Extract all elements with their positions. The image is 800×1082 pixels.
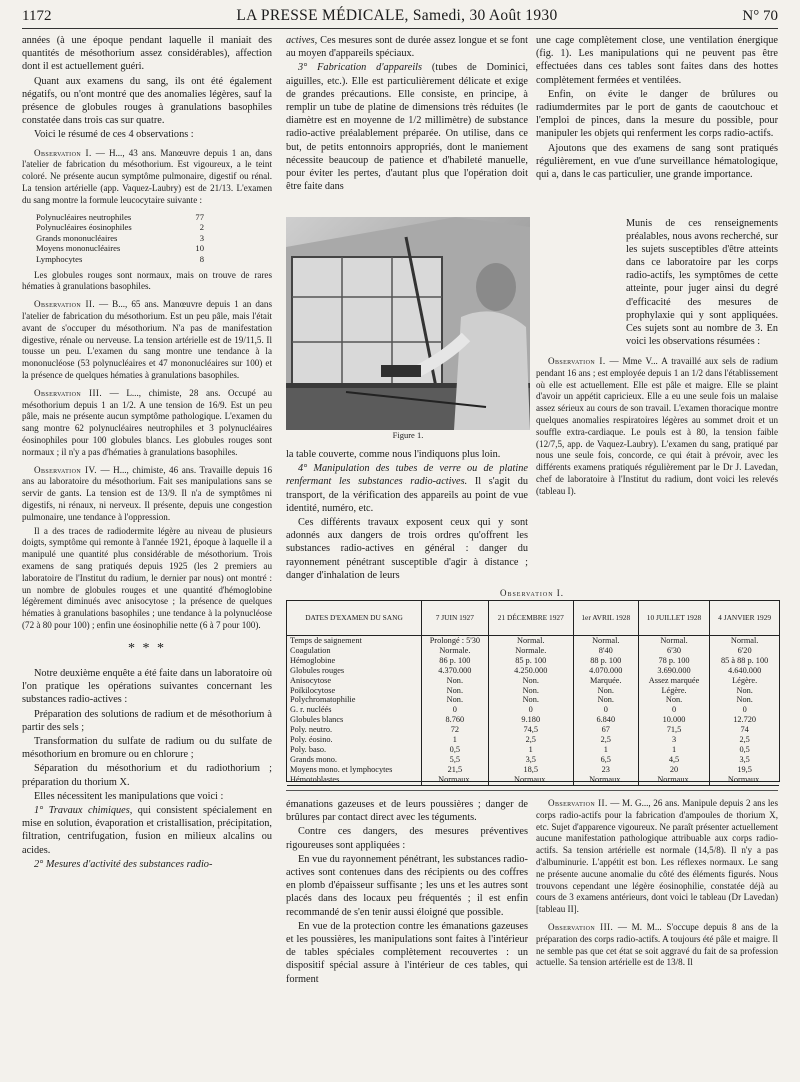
table-cell: Prolongé : 5'30 — [422, 636, 489, 646]
paragraph: Ces différents travaux exposent ceux qui y sont adonnés aux dangers de trois ordres qu'offrent les substances radio-actives en général : danger du rayonnement pénétrant susceptible d'agir à distance ; danger d'inhalation de leurs — [286, 517, 528, 581]
table-cell: Légère. — [732, 675, 758, 685]
table-cell: 0 — [488, 705, 573, 715]
observation-text: Les globules rouges sont normaux, mais on trouve de rares hématies à granulations basophiles. — [22, 269, 272, 292]
table-cell: 19,5 — [737, 764, 752, 774]
paragraph: Notre deuxième enquête a été faite dans un laboratoire où l'on pratique les opérations suivantes concernant les substances radio-actives : — [22, 667, 272, 706]
table-row — [287, 765, 779, 775]
table-cell: Normal. — [730, 636, 759, 645]
paragraph: années (à une époque pendant laquelle il maniait des quantités de mésothorium assez considérables), affection dont il est actuellement guéri. — [22, 35, 272, 73]
row-label: Globules blancs — [287, 715, 422, 725]
table-cell: 10.000 — [638, 715, 710, 725]
table-cell: 6'30 — [638, 646, 710, 656]
observation-label: Observation III. — [548, 921, 614, 932]
observation-label: Observation II. — [34, 299, 96, 310]
paragraph: Contre ces dangers, des mesures préventives rigoureuses sont appliquées : — [286, 826, 528, 851]
table-cell: Non. — [422, 695, 489, 705]
row-label: Polychromatophilie — [287, 695, 422, 705]
table-row — [287, 636, 779, 646]
formula-name: Moyens mononucléaires — [36, 243, 121, 254]
row-label: Temps de saignement — [287, 636, 422, 646]
row-label: Poly. baso. — [287, 745, 422, 755]
formula-name: Grands mononucléaires — [36, 232, 118, 243]
formula-name: Polynucléaires éosinophiles — [36, 222, 132, 233]
table-cell: 0 — [422, 705, 489, 715]
observation-text: — B..., 65 ans. Manœuvre depuis 1 an dans l'atelier de fabrication du mésothorium. Est un peu pâle, mais l'était avant de s'occuper du mésothorium. N'a pas de manifestation digestive, rénale ou nerveuse. La tension artérielle est de 19/11,5. Il tousse un peu. L'examen du sang montre une tendance à la mononucléose (53 polynucléaires et 47 mononucléaires sur 100) et la présence de quelques hématies à granulations basophiles. — [22, 299, 272, 380]
table-cell: Normaux. — [422, 775, 489, 785]
observation-text: — H..., chimiste, 46 ans. Travaille depuis 16 ans au laboratoire du mésothorium. Fait ses manipulations sans se servir de gants. La tension est de 13/9. Il n'a de symptômes ni digestifs, ni rénaux, ni nerveux. Il présente, depuis une congestion pulmonaire, une tendance à l'oppression. — [22, 464, 272, 522]
paragraph: En vue du rayonnement pénétrant, les substances radio-actives sont contenues dans des récipients ou des coffres en plomb d'épaisseur suffisante ; les uns et les autres sont placés dans des locaux peu fréquentés ; il est enfin recommandé de s'en tenir aussi éloigné que possible. — [286, 853, 528, 918]
item-label: 2° Mesures d'activité des substances radio- — [34, 858, 213, 870]
paragraph: Il s'agit du transport, de la vérification des appareils au point de vue identité, numéro, etc. — [286, 476, 528, 514]
item-label: 4° Manipulation des tubes de verre ou de platine renfermant les substances radio-actives. — [286, 463, 528, 488]
column-3-middle — [536, 217, 778, 498]
table-cell: 74,5 — [488, 725, 573, 735]
observation-label: Observation II. — [548, 798, 608, 808]
table-cell: 86 p. 100 — [422, 656, 489, 666]
row-label: Coagulation — [287, 646, 422, 656]
paragraph: Enfin, on évite le danger de brûlures ou radiumdermites par le port de gants de caoutchouc et l'emploi de pinces, dans la mesure du possible, pour manipuler les objets qui renferment les corps radio-actifs. — [536, 88, 778, 140]
leucocyte-formula — [36, 212, 272, 265]
column-header: 4 JANVIER 1929 — [710, 601, 779, 636]
formula-value: 3 — [199, 232, 204, 243]
formula-row — [36, 212, 204, 223]
row-label: Globules rouges — [287, 666, 422, 676]
table-cell: 1 — [488, 745, 573, 755]
paragraph: la table couverte, comme nous l'indiquons plus loin. — [286, 449, 501, 460]
item-label: actives, — [286, 35, 318, 46]
table-cell: Non. — [573, 686, 638, 696]
table-cell: 0 — [742, 705, 747, 715]
table-cell: 71,5 — [638, 725, 710, 735]
table-row — [287, 695, 779, 705]
observation-1 — [22, 148, 272, 632]
table-cell: Normal. — [638, 636, 710, 646]
table-cell: 2,5 — [573, 735, 638, 745]
table-cell: 0 — [638, 705, 710, 715]
column-header: DATES D'EXAMEN DU SANG — [287, 601, 422, 636]
table-cell: 72 — [422, 725, 489, 735]
row-label: Poly. neutro. — [287, 725, 422, 735]
table-cell: 12.720 — [733, 715, 757, 725]
paragraph: Munis de ces renseignements préalables, nous avons recherché, sur les sujets susceptibles d'être atteints dans ce laboratoire par les corps radio-actifs, les symptômes de cette atteinte, pour juger ainsi du degré d'efficacité des mesures de prophylaxie qui y sont appliquées. Ces sujets sont au nombre de 3. En voici les observations résumées : — [626, 218, 778, 347]
paragraph: une cage complètement close, une ventilation énergique (fig. 1). Les manipulations qui ne peuvent pas être effectuées dans ces tables sont faites dans des hottes complètement fermées et ventilées. — [536, 35, 778, 86]
table-cell: 21,5 — [422, 765, 489, 775]
row-label: Poïkilocytose — [287, 686, 422, 696]
table-cell: 4.070.000 — [573, 666, 638, 676]
page-number: 1172 — [22, 7, 52, 24]
table-cell: 8'40 — [573, 646, 638, 656]
figure-caption: Figure 1. — [392, 430, 424, 440]
table-cell: 0 — [573, 705, 638, 715]
column-2-bottom — [286, 798, 528, 987]
table-row — [287, 705, 779, 715]
paragraph: (tubes de Dominici, aiguilles, etc.). Elle est particulièrement délicate et exige de grandes précautions. Elle consiste, en principe, à remplir un tube de platine de dimensions très réduites (le diamètre est en moyenne de 1/2 millimètre) de substance radio-active préalablement préparée. On utilise, dans ce but, de petits entonnoirs appropriés, dont le maniement nécessite beaucoup de patience et d'habileté manuelle, pour éviter les pertes, d'autant plus que l'opération doit être faite dans — [286, 62, 528, 193]
observation-text: — Mme V... A travaillé aux sels de radium pendant 16 ans ; est employée depuis 1 an 1/2 dans l'établissement où elle est actuellement. Elle est pâle et maigre. Elle se plaint d'avoir un appétit capricieux. Elle a eu une seule fois un malaise assez sérieux au cours de son travail. L'examen thoracique montre quelques anomalies respiratoires légères au sommet droit et un souffle extra-cardiaque. Le pouls est à 80, la tension faible (12/7,5, app. de Vaquez-Laubry). L'examen du sang, pratiqué par nous une seule fois, concorde, ce qui était à prévoir, avec les différents examens pratiqués régulièrement par le Dr J. Lavedan, chef de laboratoire à l'Institut du radium, dont voici les relevés (tableau I). — [536, 355, 778, 496]
table-cell: 2,5 — [739, 735, 750, 745]
formula-row — [36, 243, 204, 254]
table-cell: 4.370.000 — [422, 666, 489, 676]
table-cell: 4.640.000 — [728, 665, 762, 675]
column-header: 10 JUILLET 1928 — [638, 601, 710, 636]
figure-1-photo — [286, 217, 530, 430]
masthead: LA PRESSE MÉDICALE, Samedi, 30 Août 1930 — [236, 7, 558, 24]
formula-name: Lymphocytes — [36, 253, 83, 264]
row-label: Grands mono. — [287, 755, 422, 765]
paragraph: Préparation des solutions de radium et de mésothorium à partir des sels ; — [22, 708, 272, 733]
issue-number: N° 70 — [742, 7, 778, 24]
table-cell: 5,5 — [422, 755, 489, 765]
paragraph: Voici le résumé de ces 4 observations : — [34, 129, 194, 141]
formula-row — [36, 254, 204, 265]
row-label: Anisocytose — [287, 676, 422, 686]
observation-1-b — [536, 356, 778, 498]
table-row — [287, 755, 779, 765]
table-cell: 0,5 — [422, 745, 489, 755]
table-row — [287, 725, 779, 735]
column-2-middle — [286, 448, 528, 583]
formula-row — [36, 233, 204, 244]
table-cell: Assez marquée — [638, 676, 710, 686]
table-header-row — [287, 601, 779, 636]
paragraph: Quant aux examens du sang, ils ont été également négatifs, ou n'ont montré que des anomalies légères, sauf la présence de globules rouges à granulations basophiles constatée dans trois cas sur quatre. — [22, 75, 272, 127]
observation-label: Observation IV. — [34, 464, 97, 475]
table-cell: 85 p. 100 — [488, 656, 573, 666]
paragraph: Ajoutons que des examens de sang sont pratiqués régulièrement, en vue d'une surveillance hématologique, qui a, dans le cas particulier, une grande importance. — [536, 142, 778, 181]
table-cell: 2,5 — [488, 735, 573, 745]
table-body — [287, 636, 779, 786]
table-cell: 20 — [638, 765, 710, 775]
formula-name: Polynucléaires neutrophiles — [36, 211, 132, 222]
table-cell: Non. — [736, 695, 753, 705]
observation-label: Observation I. — [34, 147, 92, 158]
formula-value: 8 — [199, 253, 204, 264]
table-cell: Non. — [573, 695, 638, 705]
table-cell: Normal. — [488, 636, 573, 646]
header-rule — [22, 28, 778, 29]
table-cell: Normaux. — [488, 775, 573, 785]
observation-label: Observation III. — [34, 387, 103, 398]
table-cell: 6.840 — [573, 715, 638, 725]
paragraph: Elles nécessitent les manipulations que voici : — [34, 790, 224, 802]
row-label: Moyens mono. et lymphocytes — [287, 765, 422, 775]
row-label: Poly. éosino. — [287, 735, 422, 745]
table-cell: Normaux. — [638, 775, 710, 785]
table-cell: Non. — [488, 695, 573, 705]
table-cell: 18,5 — [488, 765, 573, 775]
table-cell: Non. — [736, 685, 753, 695]
formula-value: 77 — [195, 211, 204, 222]
observation-text: Il a des traces de radiodermite légère au niveau de plusieurs doigts, symptôme qui remonte à l'année 1921, époque à laquelle il a manipulé une quantité plus considérable de mésothorium. Trois examens de sang pratiqués depuis 1925 (les 2 premiers au laboratoire de l'Institut du radium, le dernier par nous) ont montré : un nombre de globules rouges et une quantité d'hémoglobine légèrement diminués avec anisocytose ; la présence de quelques hématies à granulations basophiles ; une tendance à la polynucléose (72 à 80 pour 100) ; enfin une éosinophilie nette (6 à 7 pour 100). — [22, 525, 272, 630]
laboratory-photo-illustration — [286, 217, 530, 430]
table-cell: 88 p. 100 — [573, 656, 638, 666]
table-cell: 74 — [740, 725, 749, 735]
table-cell: 3 — [638, 735, 710, 745]
table-cell: Normaux. — [573, 775, 638, 785]
paragraph: Ces mesures sont de durée assez longue et se font au moyen d'appareils spéciaux. — [286, 35, 528, 60]
formula-row — [36, 222, 204, 233]
table-cell: 6'20 — [737, 645, 752, 655]
formula-value: 10 — [195, 243, 204, 254]
observation-text: — M. G..., 26 ans. Manipule depuis 2 ans les corps radio-actifs pour la fabrication d'ampoules de thorium X, etc. Sujet d'apparence vigoureux. Ne paraît présenter actuellement aucune manifestation pathologique attribuable aux corps radio-actifs. Sa tension artérielle est normale (14,5/8). Il n'y a pas d'albuminurie. L'appétit est bon. Les réflexes normaux. Le sang ne présente aucune anomalie du côté des éléments figurés. Nous trouvons cependant une légère éosinophilie, constatée déjà au cours de 3 examens antérieurs, dont voici le tableau (Dr Lavedan) [tableau II]. — [536, 798, 778, 915]
table-cell: Non. — [488, 686, 573, 696]
column-3-top — [536, 34, 778, 182]
column-1 — [22, 34, 272, 872]
table-cell: 1 — [638, 745, 710, 755]
table-row — [287, 735, 779, 745]
table-cell: 23 — [573, 765, 638, 775]
row-label: Hémoglobine — [287, 656, 422, 666]
table-cell: 3,5 — [488, 755, 573, 765]
item-label: 3° Fabrication d'appareils — [298, 62, 423, 74]
formula-value: 2 — [199, 222, 204, 233]
table-cell: Normal. — [573, 636, 638, 646]
table-cell: 3.690.000 — [638, 666, 710, 676]
table-cell: 6,5 — [573, 755, 638, 765]
table-cell: 8.760 — [422, 715, 489, 725]
paragraph: qui consistent spécialement en mise en solution, évaporation et cristallisation, précipitation, filtration, centrifugation, fusion en milieux alcalins ou acides. — [22, 804, 272, 856]
column-header: 7 JUIN 1927 — [422, 601, 489, 636]
table-cell: Non. — [638, 695, 710, 705]
table-cell: Normaux. — [710, 775, 779, 785]
table-cell: Légère. — [638, 686, 710, 696]
table-cell: Non. — [422, 676, 489, 686]
table-cell: Marquée. — [573, 676, 638, 686]
table-cell: Non. — [422, 686, 489, 696]
table-cell: 4,5 — [638, 755, 710, 765]
table-cell: Normale. — [488, 646, 573, 656]
table-cell: 1 — [422, 735, 489, 745]
table-cell: Normale. — [422, 646, 489, 656]
table-cell: Non. — [488, 676, 573, 686]
table-cell: 1 — [573, 745, 638, 755]
table-cell: 78 p. 100 — [638, 656, 710, 666]
table-title: Observation I. — [499, 588, 565, 598]
section-separator: * * * — [128, 640, 166, 656]
data-table — [287, 601, 779, 786]
table-row — [287, 775, 779, 785]
observation-text: — H..., 43 ans. Manœuvre depuis 1 an, dans l'atelier de fabrication du mésothorium. Est vigoureux, a le teint coloré. Ne présente aucun symptôme pulmonaire, digestif ou rénal. La tension artérielle (app. Vaquez-Laubry) est de 21/13. L'examen du sang montre la formule leucocytaire suivante : — [22, 147, 272, 205]
item-label: 1° Travaux chimiques, — [34, 804, 133, 816]
column-header: 21 DÉCEMBRE 1927 — [488, 601, 573, 636]
observation-label: Observation I. — [548, 355, 606, 366]
observation-text: — L..., chimiste, 28 ans. Occupé au mésothorium depuis 1 an 1/2. A une tension de 16/9. Est un peu pâle, mais ne présente aucun symptôme pathologique. L'examen du sang montre 62 polynucléaires neutrophiles et 3 polynucléaires éosinophiles pour 100 globules blancs. Les globules rouges sont normaux ; il n'y a pas d'hématies à granulations basophiles. — [22, 387, 272, 457]
column-header: 1er AVRIL 1928 — [573, 601, 638, 636]
table-row — [287, 666, 779, 676]
paragraph: Transformation du sulfate de radium ou du sulfate de mésothorium en bromure ou en chlorure ; — [22, 735, 272, 761]
column-2-top — [286, 34, 528, 194]
table-cell: 4.250.000 — [488, 666, 573, 676]
table-cell: 67 — [573, 725, 638, 735]
paragraph: émanations gazeuses et de leurs poussières ; danger de brûlures par contact direct avec les téguments. — [286, 799, 528, 824]
row-label: G. r. nucléés — [287, 705, 422, 715]
page-header — [22, 6, 778, 26]
table-cell: 3,5 — [739, 754, 750, 764]
table-row — [287, 715, 779, 725]
column-3-bottom — [536, 798, 778, 971]
table-cell: 9.180 — [488, 715, 573, 725]
row-label: Hémotoblastes — [287, 775, 422, 785]
paragraph: Séparation du mésothorium et du radiothorium ; préparation du thorium X. — [22, 763, 272, 788]
table-row — [287, 656, 779, 666]
table-row — [287, 676, 779, 686]
table-row — [287, 686, 779, 696]
paragraph: En vue de la protection contre les émanations gazeuses et les poussières, les manipulations sont faites à l'intérieur de tables spéciales complètement recouvertes : un dispositif spécial assure à l'intérieur de ces tables, qui forment — [286, 920, 528, 985]
table-row — [287, 745, 779, 755]
table-row — [287, 646, 779, 656]
table-cell: 85 à 88 p. 100 — [721, 655, 769, 665]
table-bottom-rule — [286, 790, 778, 791]
observation-text: — M. M... S'occupe depuis 8 ans de la préparation des corps radio-actifs. A toujours été pâle et maigre. Il ne semble pas que cet état se soit aggravé du fait de sa profession actuelle. Sa tension artérielle est de 13/8. Il — [536, 921, 778, 968]
table-cell: 0,5 — [739, 744, 750, 754]
blood-exam-table — [286, 600, 780, 782]
